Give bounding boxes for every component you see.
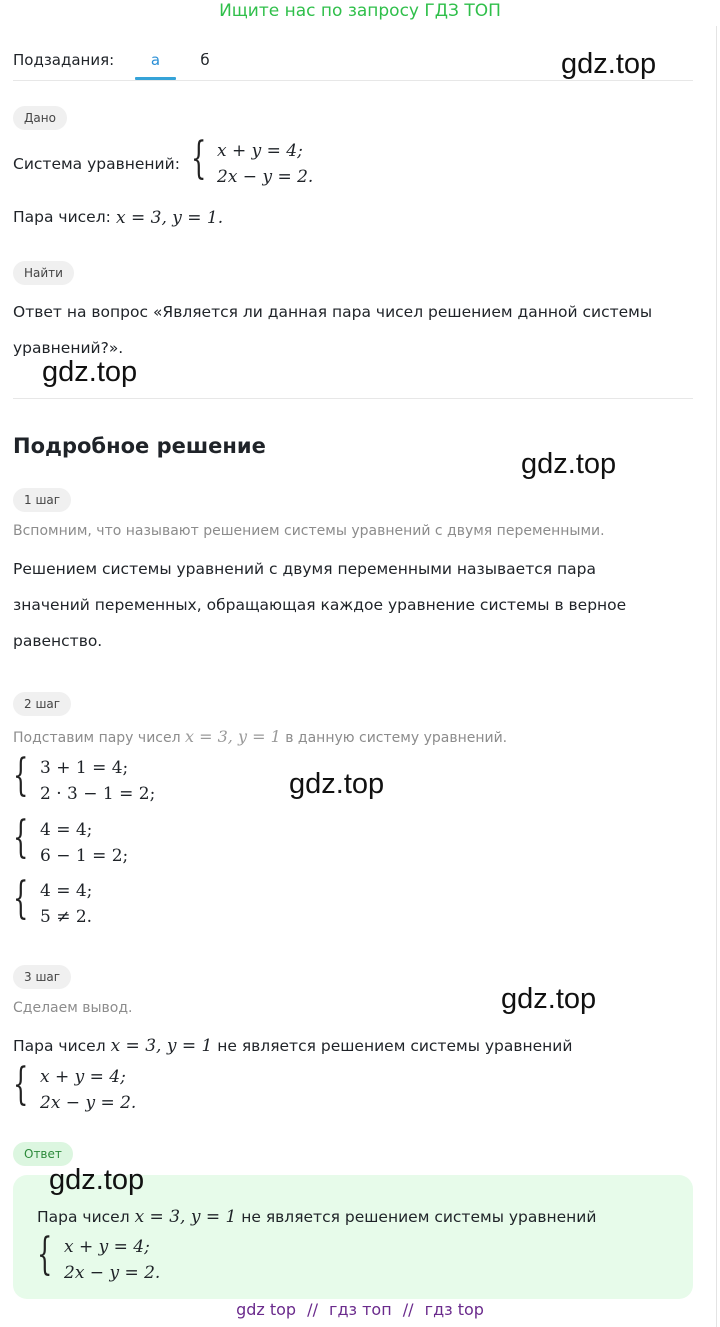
given-badge: Дано bbox=[13, 106, 67, 130]
footer-link-1[interactable]: gdz top bbox=[236, 1300, 297, 1319]
answer-badge: Ответ bbox=[13, 1142, 73, 1166]
watermark: gdz.top bbox=[501, 983, 597, 1015]
step2-hint bbox=[13, 727, 507, 746]
footer-link-3[interactable]: гдз top bbox=[424, 1300, 484, 1319]
watermark: gdz.top bbox=[521, 448, 617, 480]
right-border bbox=[716, 26, 717, 1327]
step2-hint-after: в данную систему уравнений. bbox=[285, 730, 508, 746]
answer-system-eq1: x + y = 4; bbox=[64, 1237, 150, 1257]
footer-separator: // bbox=[402, 1300, 414, 1319]
step2-sys3-eq2: 5 ≠ 2. bbox=[40, 907, 93, 927]
step3-hint: Сделаем вывод. bbox=[13, 1000, 133, 1016]
step3-badge: 3 шаг bbox=[13, 965, 71, 989]
step2-hint-math: x = 3, y = 1 bbox=[185, 727, 281, 746]
tab-subtask-b[interactable]: б bbox=[200, 51, 210, 69]
footer-link-2[interactable]: гдз топ bbox=[329, 1300, 392, 1319]
step2-sys2-eq1: 4 = 4; bbox=[40, 820, 93, 840]
subtasks-label: Подзадания: bbox=[13, 51, 115, 69]
watermark: gdz.top bbox=[289, 768, 385, 800]
answer-system-eq2: 2x − y = 2. bbox=[64, 1263, 161, 1283]
step3-text-after: не является решением системы уравнений bbox=[217, 1037, 573, 1055]
answer-text-after: не является решением системы уравнений bbox=[241, 1208, 597, 1226]
watermark: gdz.top bbox=[42, 356, 138, 388]
pair-value: x = 3, y = 1. bbox=[116, 208, 224, 228]
step1-line2: значений переменных, обращающая каждое уравнение системы в верное bbox=[13, 596, 627, 614]
step3-system-eq2: 2x − y = 2. bbox=[40, 1093, 137, 1113]
footer-links bbox=[0, 1300, 720, 1319]
given-system-eq1: x + y = 4; bbox=[217, 141, 303, 161]
step2-sys3-eq1: 4 = 4; bbox=[40, 881, 93, 901]
solution-title: Подробное решение bbox=[13, 434, 266, 458]
step2-sys1-eq1: 3 + 1 = 4; bbox=[40, 758, 129, 778]
watermark: gdz.top bbox=[561, 48, 657, 80]
step2-brace-3: { bbox=[13, 873, 29, 924]
footer-separator: // bbox=[307, 1300, 318, 1319]
watermark: gdz.top bbox=[49, 1164, 145, 1196]
step3-brace: { bbox=[13, 1059, 29, 1110]
step3-text-before: Пара чисел bbox=[13, 1037, 106, 1055]
step2-sys2-eq2: 6 − 1 = 2; bbox=[40, 846, 129, 866]
step2-badge: 2 шаг bbox=[13, 692, 71, 716]
given-system-eq2: 2x − y = 2. bbox=[217, 167, 314, 187]
step3-conclusion bbox=[13, 1028, 572, 1064]
step2-brace-2: { bbox=[13, 812, 29, 863]
step3-text-math: x = 3, y = 1 bbox=[110, 1036, 213, 1056]
step1-line3: равенство. bbox=[13, 632, 103, 650]
answer-text bbox=[37, 1199, 596, 1235]
system-label: Система уравнений: bbox=[13, 155, 180, 173]
step1-badge: 1 шаг bbox=[13, 488, 71, 512]
pair-label: Пара чисел: bbox=[13, 208, 111, 226]
search-banner: Ищите нас по запросу ГДЗ ТОП bbox=[219, 1, 501, 21]
find-text-line2: уравнений?». bbox=[13, 339, 124, 357]
step1-hint: Вспомним, что называют решением системы уравнений с двумя переменными. bbox=[13, 523, 605, 539]
tab-subtask-a[interactable]: а bbox=[150, 51, 161, 69]
system-brace: { bbox=[191, 133, 207, 184]
answer-brace: { bbox=[37, 1229, 53, 1280]
step1-line1: Решением системы уравнений с двумя переменными называется пара bbox=[13, 560, 596, 578]
find-divider bbox=[13, 398, 693, 399]
answer-text-math: x = 3, y = 1 bbox=[134, 1207, 237, 1227]
step3-system-eq1: x + y = 4; bbox=[40, 1067, 126, 1087]
find-text-line1: Ответ на вопрос «Является ли данная пара чисел решением данной системы bbox=[13, 303, 653, 321]
answer-text-before: Пара чисел bbox=[37, 1208, 130, 1226]
step2-brace-1: { bbox=[13, 750, 29, 801]
step2-hint-before: Подставим пару чисел bbox=[13, 730, 181, 746]
step2-sys1-eq2: 2 · 3 − 1 = 2; bbox=[40, 784, 156, 804]
find-badge: Найти bbox=[13, 261, 74, 285]
